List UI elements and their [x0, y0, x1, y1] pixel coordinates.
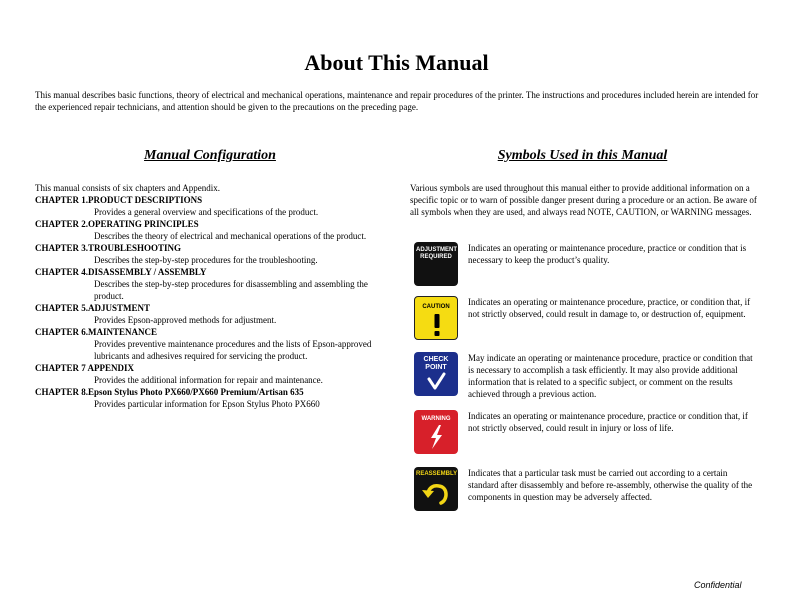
exclamation-mark-icon [415, 297, 459, 341]
chapter-3-desc: Describes the step-by-step procedures for the troubleshooting. [94, 255, 318, 265]
chapter-2-desc: Describes the theory of electrical and mechanical operations of the product. [94, 231, 367, 241]
return-arrow-icon [414, 467, 458, 511]
reassembly-icon [414, 467, 458, 511]
chapter-6-title: CHAPTER 6.MAINTENANCE [35, 327, 158, 337]
page-title: About This Manual [304, 50, 489, 75]
check-point-label: CHECK POINT [423, 356, 449, 371]
checkmark-icon [414, 352, 458, 396]
warning-label: WARNING [421, 416, 451, 422]
chapter-8-title: CHAPTER 8.Epson Stylus Photo PX660/PX660 Premium/Artisan 635 [35, 387, 304, 397]
chapter-list [35, 182, 385, 410]
chapter-5-desc: Provides Epson-approved methods for adjustment. [94, 315, 277, 325]
chapter-1-desc: Provides a general overview and specifications of the product. [94, 207, 319, 217]
chapter-7-title: CHAPTER 7 APPENDIX [35, 363, 135, 373]
chapter-6-desc: Provides preventive maintenance procedures and the lists of Epson-approved lubricants and adhesives required for servicing the product. [94, 339, 372, 361]
caution-icon [414, 296, 458, 340]
adjustment-required-text: Indicates an operating or maintenance procedure, practice or condition that is necessary to keep the product’s quality. [468, 243, 747, 265]
chapter-3-title: CHAPTER 3.TROUBLESHOOTING [35, 243, 182, 253]
chapter-5-title: CHAPTER 5.ADJUSTMENT [35, 303, 151, 313]
chapter-2-title: CHAPTER 2.OPERATING PRINCIPLES [35, 219, 199, 229]
confidential-footer: Confidential [694, 580, 742, 590]
lightning-bolt-icon [414, 410, 458, 454]
check-point-text: May indicate an operating or maintenance procedure, practice or condition that is necessary to accomplish a task efficiently. It may also provide additional information that is related to a specific subject, or comment on the results achieved through a previous action. [468, 353, 753, 399]
reassembly-text: Indicates that a particular task must be carried out according to a certain standard after disassembly and before re-assembly, otherwise the quality of the components in question may be adversely affected. [468, 468, 753, 502]
chapter-8-desc: Provides particular information for Epson Stylus Photo PX660 [94, 399, 320, 409]
symbols-intro: Various symbols are used throughout this manual either to provide additional information on a specific topic or to warn of possible danger present during a procedure or an action. Be aware of all symbols when they are used, and always read NOTE, CAUTION, or WARNING messages. [410, 183, 757, 217]
symbols-heading: Symbols Used in this Manual [497, 148, 668, 163]
warning-text: Indicates an operating or maintenance procedure, practice or condition that, if not strictly observed, could result in injury or loss of life. [468, 411, 748, 433]
caution-text: Indicates an operating or maintenance procedure, practice, or condition that, if not strictly observed, could result in damage to, or destruction of, equipment. [468, 297, 751, 319]
adjustment-required-label: ADJUSTMENT REQUIRED [416, 247, 458, 260]
warning-icon [414, 410, 458, 454]
chapter-7-desc: Provides the additional information for repair and maintenance. [94, 375, 323, 385]
chapter-4-title: CHAPTER 4.DISASSEMBLY / ASSEMBLY [35, 267, 207, 277]
reassembly-label: REASSEMBLY [416, 471, 458, 477]
chapter-4-desc: Describes the step-by-step procedures for disassembling and assembling the product. [94, 279, 368, 301]
intro-paragraph: This manual describes basic functions, theory of electrical and mechanical operations, maintenance and repair procedures of the printer. The instructions and procedures included herein are intended for the experienced repair technicians, and attention should be given to the precautions on the preceding page. [35, 90, 759, 112]
manual-configuration-heading: Manual Configuration [144, 148, 276, 163]
check-point-icon [414, 352, 458, 396]
adjustment-required-icon [414, 242, 458, 286]
caution-label: CAUTION [422, 304, 450, 310]
configuration-intro: This manual consists of six chapters and Appendix. [35, 183, 220, 193]
chapter-1-title: CHAPTER 1.PRODUCT DESCRIPTIONS [35, 195, 203, 205]
